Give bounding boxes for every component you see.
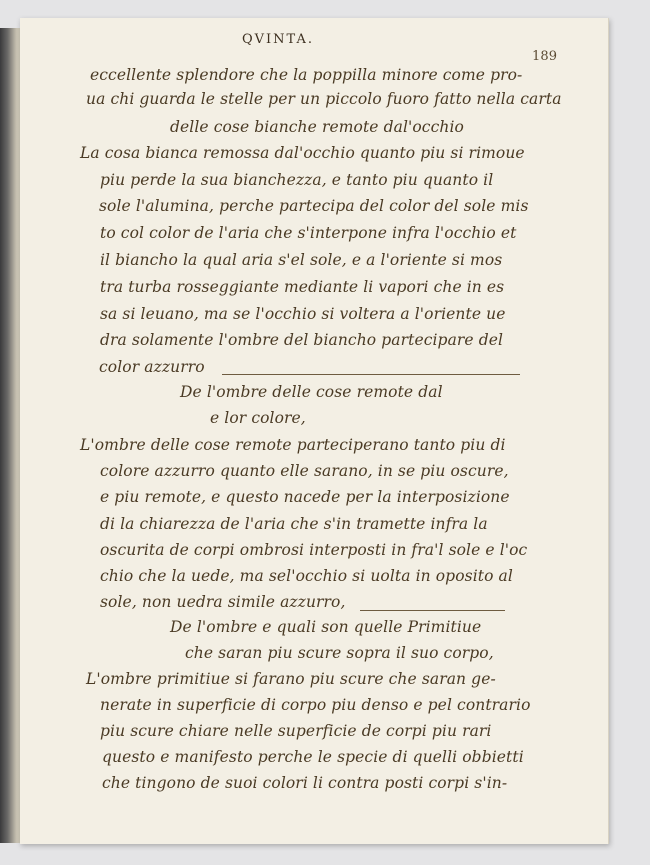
text-line: L'ombre delle cose remote parteciperano tanto piu di bbox=[80, 436, 506, 454]
text-line: questo e manifesto perche le specie di quelli obbietti bbox=[102, 748, 524, 766]
text-line: oscurita de corpi ombrosi interposti in fra'l sole e l'oc bbox=[100, 541, 528, 559]
text-line: sole l'alumina, perche partecipa del color del sole mis bbox=[99, 197, 529, 215]
text-line: sole, non uedra simile azzurro, bbox=[100, 593, 346, 611]
text-line: eccellente splendore che la poppilla minore come pro- bbox=[90, 66, 523, 84]
text-line: nerate in superficie di corpo piu denso e pel contrario bbox=[100, 696, 531, 714]
book-spine bbox=[0, 28, 22, 843]
section-heading: che saran piu scure sopra il suo corpo, bbox=[185, 644, 494, 662]
line-filler-stroke bbox=[360, 610, 505, 611]
folio-number: 189 bbox=[532, 49, 558, 64]
section-heading: e lor colore, bbox=[210, 409, 306, 427]
text-line: sa si leuano, ma se l'occhio si voltera a l'oriente ue bbox=[100, 305, 506, 323]
text-line: piu perde la sua bianchezza, e tanto piu quanto il bbox=[100, 171, 494, 189]
text-line: piu scure chiare nelle superficie de corpi piu rari bbox=[100, 722, 492, 740]
text-line: che tingono de suoi colori li contra posti corpi s'in- bbox=[102, 774, 508, 792]
text-line: La cosa bianca remossa dal'occhio quanto piu si rimoue bbox=[80, 144, 525, 162]
manuscript-page bbox=[20, 18, 609, 844]
text-line: dra solamente l'ombre del biancho partecipare del bbox=[100, 331, 504, 349]
text-line: di la chiarezza de l'aria che s'in tramette infra la bbox=[100, 515, 488, 533]
text-line: e piu remote, e questo nacede per la interposizione bbox=[100, 488, 510, 506]
section-heading: De l'ombre delle cose remote dal bbox=[180, 383, 443, 401]
text-line: to col color de l'aria che s'interpone infra l'occhio et bbox=[100, 224, 517, 242]
text-line: colore azzurro quanto elle sarano, in se piu oscure, bbox=[100, 462, 509, 480]
running-title: QVINTA. bbox=[242, 32, 315, 47]
text-line: L'ombre primitiue si farano piu scure che saran ge- bbox=[86, 670, 496, 688]
section-heading: De l'ombre e quali son quelle Primitiue bbox=[170, 618, 482, 636]
line-filler-stroke bbox=[222, 374, 520, 375]
text-line: chio che la uede, ma sel'occhio si uolta in oposito al bbox=[100, 567, 513, 585]
text-line: il biancho la qual aria s'el sole, e a l'oriente si mos bbox=[100, 251, 503, 269]
text-line: tra turba rosseggiante mediante li vapori che in es bbox=[100, 278, 505, 296]
text-line: color azzurro bbox=[99, 358, 205, 376]
section-heading: delle cose bianche remote dal'occhio bbox=[170, 118, 464, 136]
text-line: ua chi guarda le stelle per un piccolo fuoro fatto nella carta bbox=[86, 90, 562, 108]
